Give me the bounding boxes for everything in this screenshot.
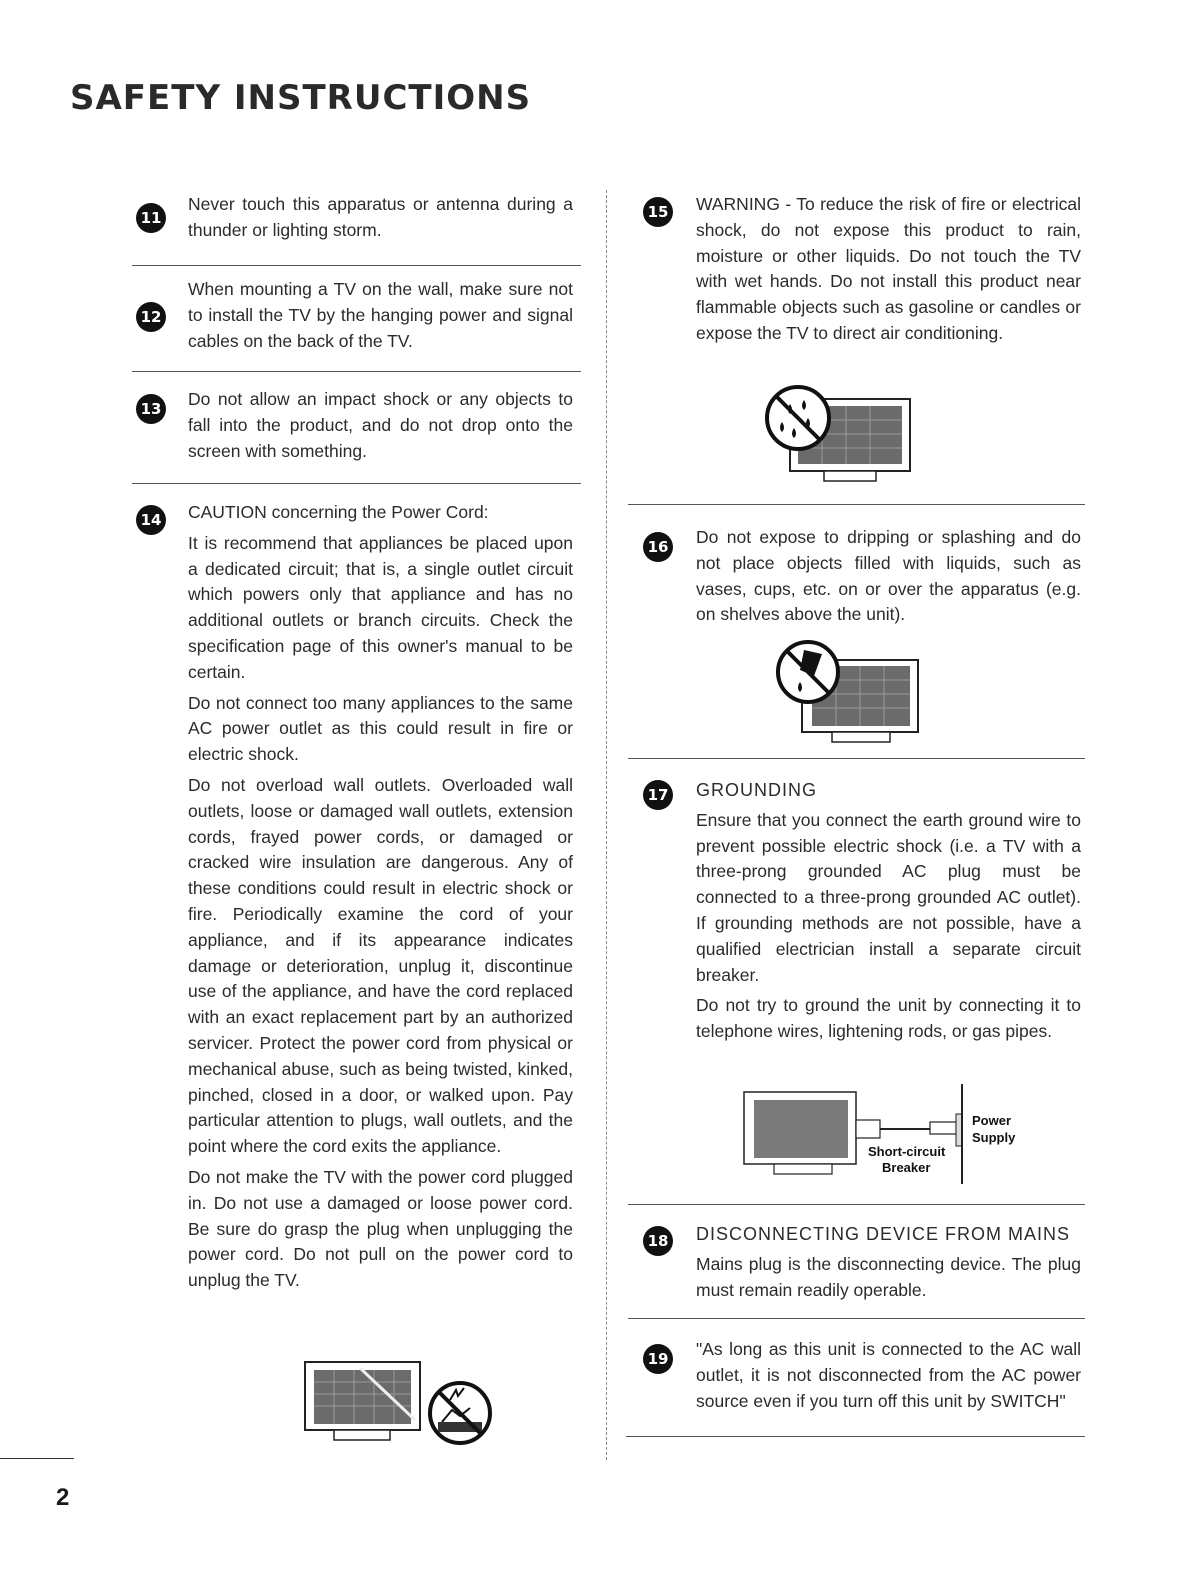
item-paragraph: WARNING - To reduce the risk of fire or electrical shock, do not expose this product to rain, moisture or other liquids. Do not touch the TV with wet hands. Do not install this product near flammable objects such as gasoline or candles or expose the TV to direct air conditioning. — [696, 194, 1081, 343]
item-text — [188, 387, 573, 469]
item-divider — [628, 1318, 1085, 1319]
item-paragraph: Never touch this apparatus or antenna during a thunder or lighting storm. — [188, 194, 573, 240]
item-heading: DISCONNECTING DEVICE FROM MAINS — [696, 1224, 1071, 1244]
page-number-rule — [0, 1458, 74, 1459]
item-divider — [132, 483, 581, 484]
item-number-badge: 18 — [643, 1226, 673, 1256]
item-divider — [626, 1436, 1085, 1437]
thunder-warning-illustration — [300, 1358, 500, 1450]
power-supply-label: Supply — [972, 1130, 1016, 1145]
item-number-badge: 17 — [643, 780, 673, 810]
item-divider — [628, 504, 1085, 505]
breaker-label: Short-circuit — [868, 1144, 946, 1159]
item-number-badge: 12 — [136, 302, 166, 332]
item-heading: GROUNDING — [696, 780, 817, 800]
liquid-warning-illustration — [760, 384, 920, 484]
item-number-badge: 19 — [643, 1344, 673, 1374]
item-paragraph: Mains plug is the disconnecting device. The plug must remain readily operable. — [696, 1253, 1081, 1300]
breaker-label: Breaker — [882, 1160, 931, 1175]
item-text — [696, 1222, 1081, 1308]
item-text — [188, 500, 573, 1299]
item-paragraph: Ensure that you connect the earth ground wire to prevent possible electric shock (i.e. a TV with a three-prong grounded AC plug must be connected to a three-prong grounded AC outlet). If grounding methods are not possible, have a qualified electrician install a separate circuit breaker. — [696, 809, 1081, 985]
grounding-diagram — [744, 1082, 1044, 1186]
item-paragraph: Do not connect too many appliances to the same AC power outlet as this could result in fire or electric shock. — [188, 692, 573, 765]
item-text — [696, 192, 1081, 352]
page-title: SAFETY INSTRUCTIONS — [70, 78, 532, 118]
item-paragraph: CAUTION concerning the Power Cord: — [188, 502, 489, 522]
power-supply-label: Power — [972, 1113, 1012, 1128]
item-text — [696, 1337, 1081, 1419]
item-divider — [132, 265, 581, 266]
item-divider — [628, 1204, 1085, 1205]
item-paragraph: Do not make the TV with the power cord plugged in. Do not use a damaged or loose power cord. Be sure do grasp the plug when unplugging the power cord. Do not pull on the power cord to unplug the TV. — [188, 1166, 573, 1291]
item-paragraph: "As long as this unit is connected to the AC wall outlet, it is not disconnected from the AC power source even if you turn off this unit by SWITCH" — [696, 1339, 1081, 1411]
item-paragraph: Do not overload wall outlets. Overloaded wall outlets, loose or damaged wall outlets, extension cords, frayed power cords, or damaged or cracked wire insulation are dangerous. Any of these conditions could result in electric shock or fire. Periodically examine the cord of your appliance, and if its appearance indicates damage or deterioration, unplug it, discontinue use of the appliance, and have the cord replaced with an exact replacement part by an authorized servicer. Protect the power cord from physical or mechanical abuse, such as being twisted, kinked, pinched, closed in a door, or walked upon. Pay particular attention to plugs, wall outlets, and the point where the cord exits the appliance. — [188, 774, 573, 1157]
item-text — [696, 525, 1081, 633]
item-paragraph: Do not allow an impact shock or any objects to fall into the product, and do not drop onto the screen with something. — [188, 389, 573, 461]
item-number-badge: 15 — [643, 197, 673, 227]
item-text — [696, 778, 1081, 1050]
item-divider — [132, 371, 581, 372]
item-paragraph: Do not expose to dripping or splashing and do not place objects filled with liquids, such as vases, cups, etc. on or over the apparatus (e.g. on shelves above the unit). — [696, 527, 1081, 625]
item-number-badge: 11 — [136, 203, 166, 233]
dripping-warning-illustration — [770, 636, 930, 746]
item-number-badge: 14 — [136, 505, 166, 535]
item-paragraph: Do not try to ground the unit by connecting it to telephone wires, lightening rods, or gas pipes. — [696, 995, 1081, 1042]
page-number: 2 — [56, 1484, 70, 1511]
item-text — [188, 277, 573, 359]
item-paragraph: When mounting a TV on the wall, make sure not to install the TV by the hanging power and signal cables on the back of the TV. — [188, 279, 573, 351]
item-paragraph: It is recommend that appliances be placed upon a dedicated circuit; that is, a single outlet circuit which powers only that appliance and has no additional outlets or branch circuits. Check the specification page of this owner's manual to be certain. — [188, 532, 573, 682]
item-number-badge: 16 — [643, 532, 673, 562]
item-text — [188, 192, 573, 249]
item-number-badge: 13 — [136, 394, 166, 424]
item-divider — [628, 758, 1085, 759]
column-divider — [606, 190, 607, 1460]
